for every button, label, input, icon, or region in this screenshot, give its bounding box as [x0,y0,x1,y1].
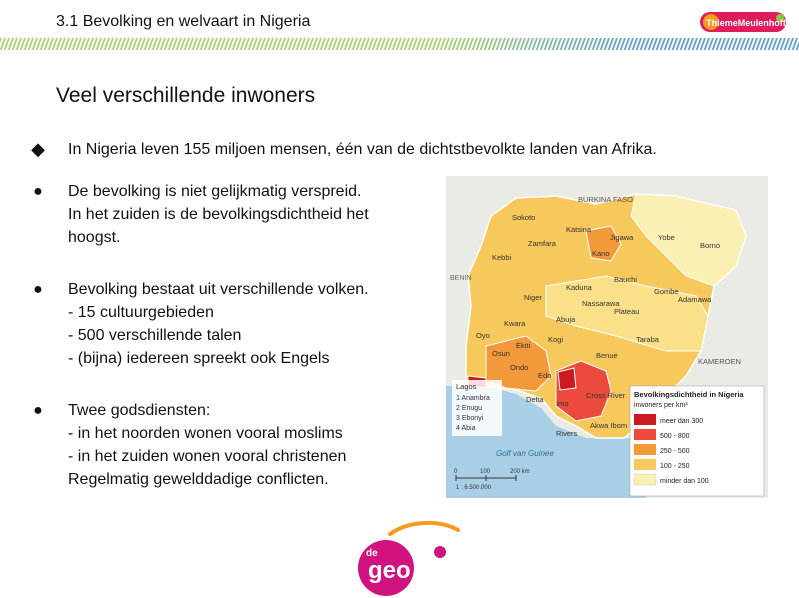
state-label: Oyo [476,331,490,340]
dot-bullet-icon: ● [33,281,43,298]
state-label: Gombe [654,287,679,296]
numbered-state: 2 Enugu [456,405,483,412]
state-label: Ekiti [516,341,531,350]
logo-text: geo [368,557,411,584]
state-label: Katsina [566,225,592,234]
scale-tick: 200 km [510,469,530,475]
legend-swatch [634,414,656,425]
sea-label: Golf van Guinee [496,449,554,458]
state-label: Yobe [658,233,675,242]
state-label: Zamfara [528,239,556,248]
legend-label: minder dan 100 [660,478,709,485]
numbered-state: 3 Ebonyi [456,415,484,422]
scale-tick: 0 [454,469,458,475]
state-label: Ondo [510,363,529,372]
state-label: Jigawa [610,233,634,242]
legend-swatch [634,429,656,440]
state-label: Akwa Ibom [590,421,628,430]
legend-swatch [634,459,656,470]
state-label: Cross River [586,391,626,400]
state-label: Benue [596,351,618,360]
state-label: Borno [700,241,721,250]
header-title: 3.1 Bevolking en welvaart in Nigeria [56,13,311,30]
legend-swatch [634,444,656,455]
scale-tick: 100 [480,469,491,475]
neighbor-label-west: BENIN [450,275,472,282]
thiememeulenhoff-logo[interactable] [700,10,788,34]
de-geo-logo [330,520,470,598]
state-label: Kano [592,249,610,258]
bullet-text: De bevolking is niet gelijkmatig verspreid. In het zuiden is de bevolkingsdichtheid het hoogst. [68,183,369,246]
state-label: Kogi [548,335,564,344]
brand-text: ThiemeMeulenhoff [706,18,786,28]
numbered-state: 1 Anambra [456,395,490,402]
bullet-text: Bevolking bestaat uit verschillende volken. - 15 cultuurgebieden - 500 verschillende talen - (bijna) iedereen spreekt ook Engels [68,281,369,367]
state-label-lagos: Lagos [456,382,477,391]
state-label: Nassarawa [582,299,620,308]
state-label: Sokoto [512,213,536,222]
state-label: Kaduna [566,283,592,292]
state-label: Adamawa [678,295,712,304]
scale-ratio: 1 : 6.500.000 [456,485,492,491]
state-label: Rivers [556,429,578,438]
map-legend [630,386,764,496]
state-label: Osun [492,349,510,358]
legend-label: meer dan 300 [660,418,704,425]
bullet-text: Twee godsdiensten: - in het noorden wonen vooral moslims - in het zuiden wonen vooral christenen Regelmatig gewelddadige conflicten. [68,402,347,488]
legend-label: 250 - 500 [660,448,690,455]
neighbor-label-east: KAMEROEN [698,357,741,366]
numbered-state: 4 Abia [456,425,476,432]
logo-prefix: de [366,548,378,559]
state-label: Delta [526,395,544,404]
state-label: Kebbi [492,253,512,262]
header-stripe-band [0,38,799,50]
dot-bullet-icon: ● [33,402,43,419]
legend-label: 500 - 800 [660,433,690,440]
state-label: Bauchi [614,275,637,284]
dot-bullet-icon: ● [33,183,43,200]
state-label: Niger [524,293,542,302]
bullet-text: In Nigeria leven 155 miljoen mensen, één van de dichtstbevolkte landen van Afrika. [68,141,657,158]
state-label: Plateau [614,307,640,316]
diamond-bullet-icon: ◆ [31,139,45,159]
section-title: Veel verschillende inwoners [56,84,316,107]
neighbor-label-north: BURKINA FASO [578,195,634,204]
legend-label: 100 - 250 [660,463,690,470]
state-label: Imo [556,399,569,408]
legend-subtitle: inwoners per km² [634,402,688,409]
legend-title: Bevolkingsdichtheid in Nigeria [634,390,744,399]
legend-swatch [634,474,656,485]
state-label: Abuja [556,315,576,324]
region-anambra [558,368,576,390]
nigeria-density-map [446,176,768,498]
state-label: Taraba [636,335,659,344]
state-label: Kwara [504,319,526,328]
state-label: Edo [538,371,552,380]
